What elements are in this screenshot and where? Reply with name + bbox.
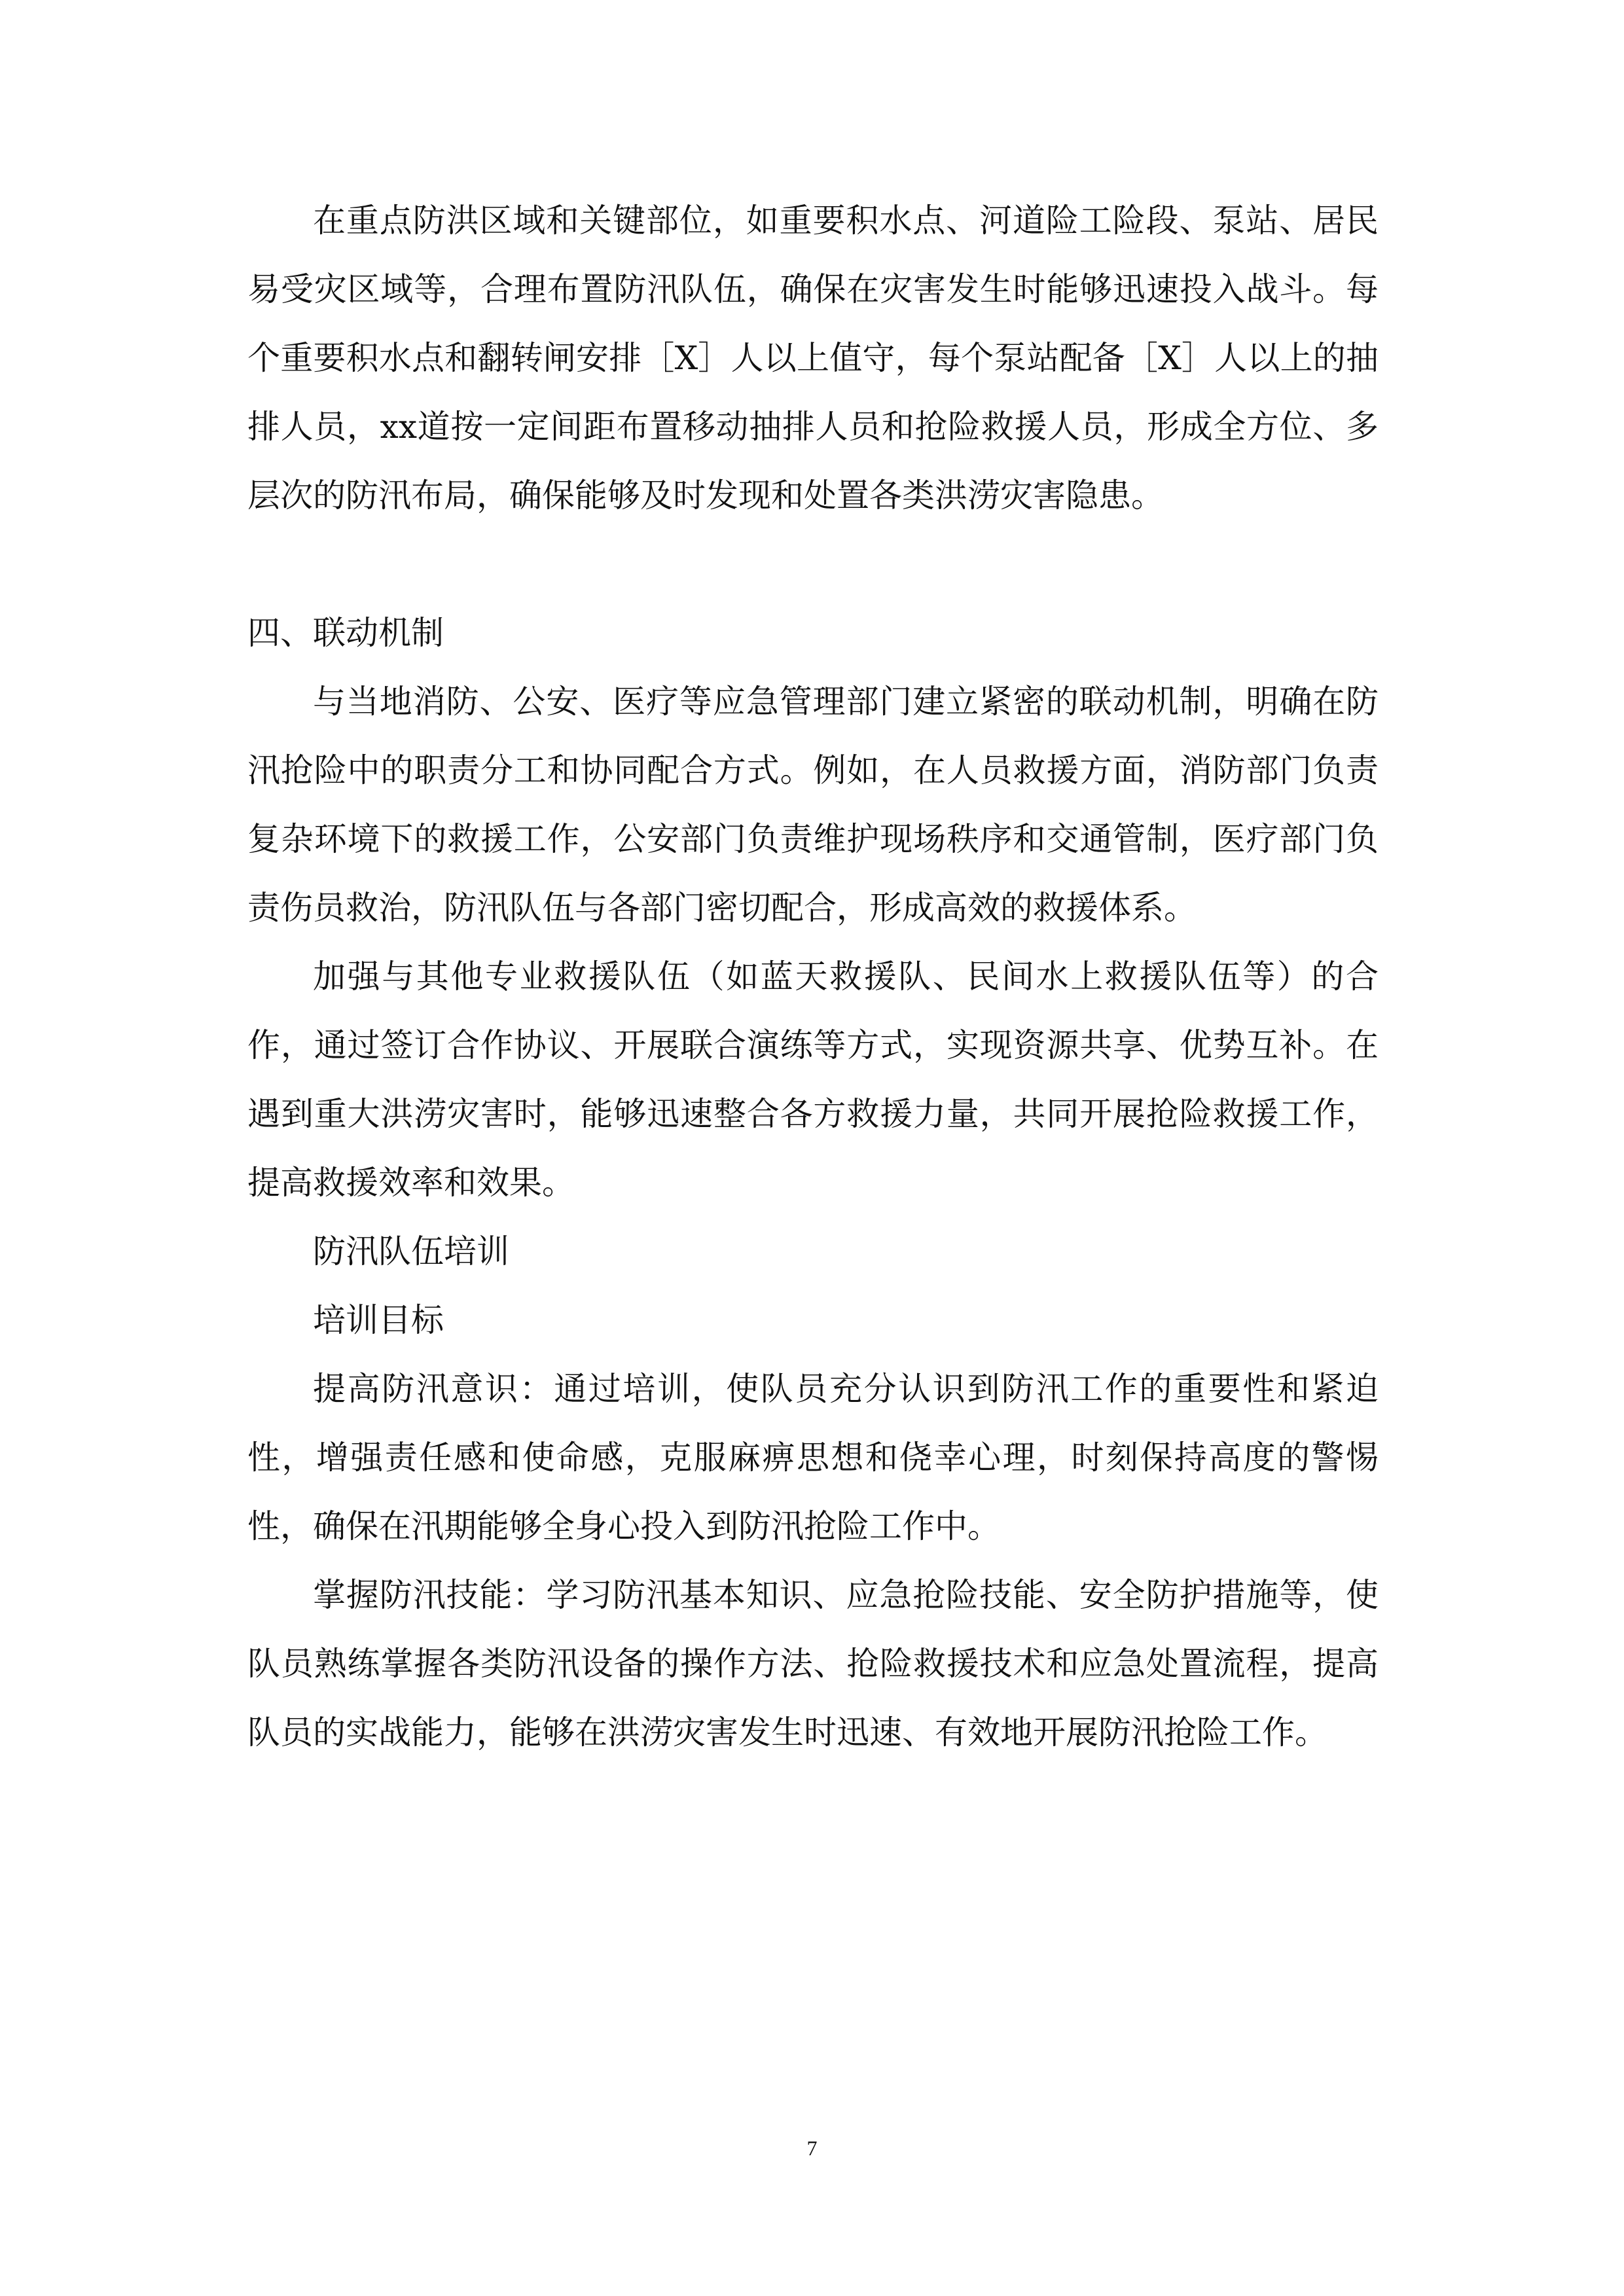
document-body (247, 187, 1379, 1767)
subheading-training-goals: 培训目标 (313, 1301, 444, 1339)
section-spacer (247, 530, 1379, 599)
paragraph-skills-goal: 掌握防汛技能：学习防汛基本知识、应急抢险技能、安全防护措施等，使队员熟练掌握各类防汛设备的操作方法、抢险救援技术和应急处置流程，提高队员的实战能力，能够在洪涝灾害发生时迅速、有效地开展防汛抢险工作。 (247, 1576, 1379, 1751)
paragraph-awareness-goal: 提高防汛意识：通过培训，使队员充分认识到防汛工作的重要性和紧迫性，增强责任感和使命感，克服麻痹思想和侥幸心理，时刻保持高度的警惕性，确保在汛期能够全身心投入到防汛抢险工作中。 (247, 1370, 1379, 1545)
subheading-team-training: 防汛队伍培训 (313, 1232, 509, 1270)
paragraph-flood-deployment: 在重点防洪区域和关键部位，如重要积水点、河道险工险段、泵站、居民易受灾区域等，合理布置防汛队伍，确保在灾害发生时能够迅速投入战斗。每个重要积水点和翻转闸安排［X］人以上值守，每个泵站配备［X］人以上的抽排人员，xx道按一定间距布置移动抽排人员和抢险救援人员，形成全方位、多层次的防汛布局，确保能够及时发现和处置各类洪涝灾害隐患。 (247, 202, 1379, 514)
paragraph-linkage-mechanism: 与当地消防、公安、医疗等应急管理部门建立紧密的联动机制，明确在防汛抢险中的职责分工和协同配合方式。例如，在人员救援方面，消防部门负责复杂环境下的救援工作，公安部门负责维护现场秩序和交通管制，医疗部门负责伤员救治，防汛队伍与各部门密切配合，形成高效的救援体系。 (247, 683, 1379, 927)
page-number: 7 (806, 2136, 818, 2160)
paragraph-professional-cooperation: 加强与其他专业救援队伍（如蓝天救援队、民间水上救援队伍等）的合作，通过签订合作协议、开展联合演练等方式，实现资源共享、优势互补。在遇到重大洪涝灾害时，能够迅速整合各方救援力量，共同开展抢险救援工作，提高救援效率和效果。 (247, 958, 1379, 1202)
section-heading-linkage: 四、联动机制 (247, 614, 444, 652)
